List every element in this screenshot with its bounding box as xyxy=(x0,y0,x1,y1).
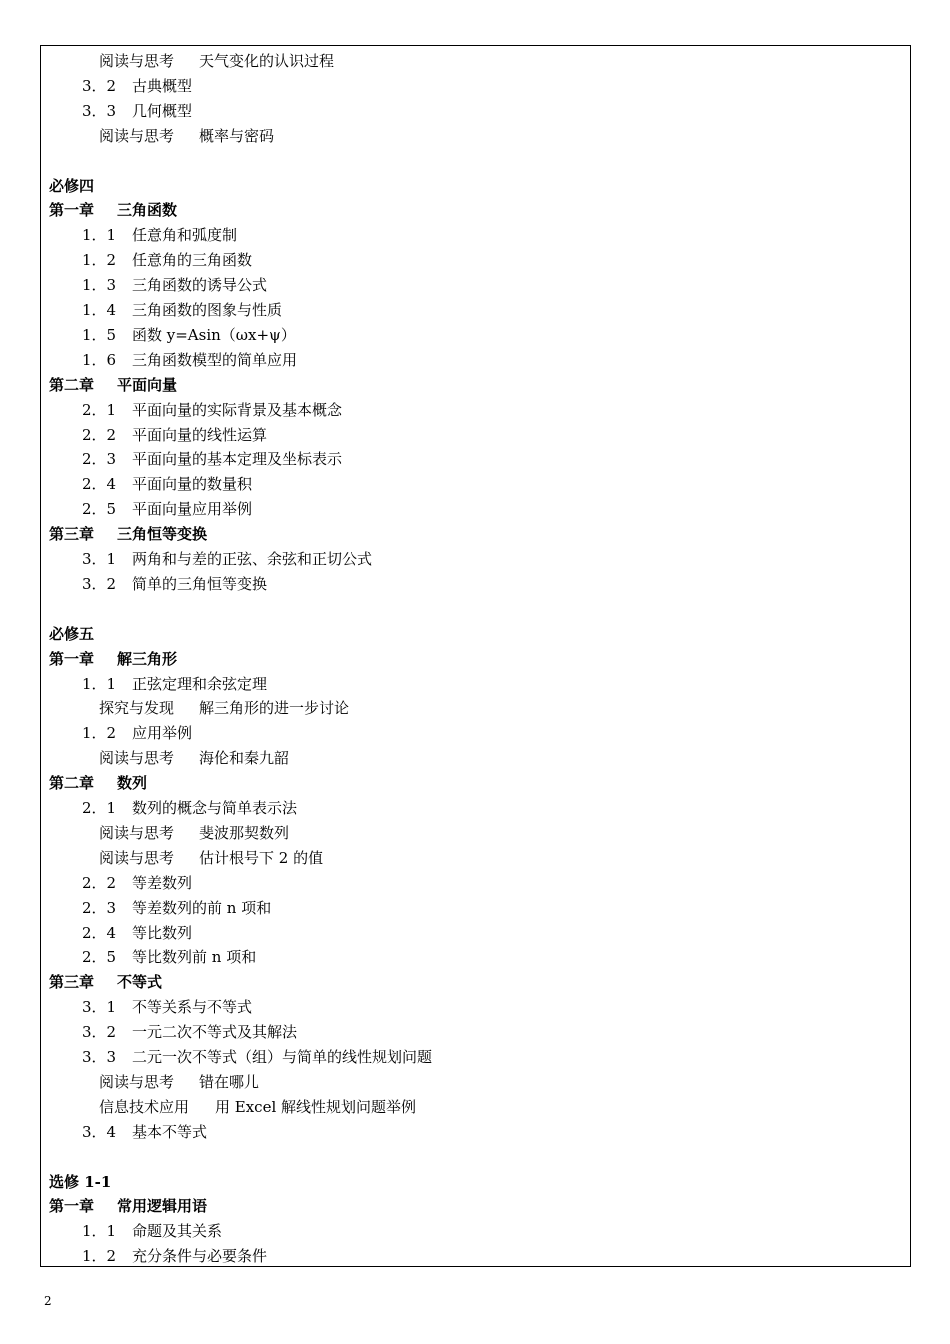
toc-title: 等差数列 xyxy=(132,873,193,892)
toc-title: 不等关系与不等式 xyxy=(132,998,253,1017)
section-item xyxy=(49,273,267,298)
toc-number: 1．3 xyxy=(82,276,117,295)
toc-title: 应用举例 xyxy=(132,724,193,743)
toc-number: 2．2 xyxy=(82,873,117,892)
book-heading xyxy=(49,174,94,199)
toc-title: 错在哪儿 xyxy=(199,1072,260,1091)
toc-title: 平面向量的线性运算 xyxy=(132,425,268,444)
toc-number: 1．2 xyxy=(82,724,117,743)
chapter-heading xyxy=(49,970,162,995)
toc-number: 2．3 xyxy=(82,450,117,469)
toc-title: 概率与密码 xyxy=(199,126,275,145)
toc-number: 2．4 xyxy=(82,923,117,942)
section-item xyxy=(49,572,267,597)
supplementary-item xyxy=(49,846,323,871)
chapter-heading xyxy=(49,771,147,796)
section-item xyxy=(49,298,282,323)
toc-title: 平面向量 xyxy=(117,375,178,394)
toc-title: 等比数列前 n 项和 xyxy=(132,948,257,967)
toc-title: 平面向量应用举例 xyxy=(132,500,253,519)
section-item xyxy=(49,871,192,896)
toc-number: 第二章 xyxy=(49,774,95,793)
toc-number: 第一章 xyxy=(49,649,95,668)
toc-title: 常用逻辑用语 xyxy=(117,1197,208,1216)
toc-title: 几何概型 xyxy=(132,101,193,120)
toc-number: 阅读与思考 xyxy=(99,848,175,867)
toc-number: 1．1 xyxy=(82,674,117,693)
chapter-heading xyxy=(49,373,177,398)
toc-number: 2．1 xyxy=(82,799,117,817)
supplementary-item xyxy=(49,49,334,74)
toc-title: 两角和与差的正弦、余弦和正切公式 xyxy=(132,550,373,568)
section-item xyxy=(49,423,267,448)
section-item xyxy=(49,1244,267,1269)
toc-number: 探究与发现 xyxy=(99,699,175,718)
toc-number: 第一章 xyxy=(49,1197,95,1216)
toc-number: 2．1 xyxy=(82,400,117,419)
toc-title: 一元二次不等式及其解法 xyxy=(132,1023,298,1042)
section-item xyxy=(49,398,342,423)
toc-title: 三角函数模型的简单应用 xyxy=(132,350,298,369)
supplementary-item xyxy=(49,821,289,846)
section-item xyxy=(49,945,256,970)
toc-number: 3．2 xyxy=(82,1023,117,1042)
section-item xyxy=(49,995,252,1020)
supplementary-item xyxy=(49,1095,416,1120)
section-item xyxy=(49,721,192,746)
toc-number: 1．4 xyxy=(82,301,117,319)
toc-number: 1．5 xyxy=(82,325,117,344)
toc-number: 第二章 xyxy=(49,375,95,394)
section-item xyxy=(49,1045,432,1070)
toc-title: 选修 1-1 xyxy=(49,1172,112,1191)
chapter-heading xyxy=(49,198,177,223)
toc-number: 第三章 xyxy=(49,525,95,544)
toc-title: 等比数列 xyxy=(132,923,193,942)
toc-number: 第一章 xyxy=(49,201,95,220)
toc-number: 3．3 xyxy=(82,1048,117,1066)
toc-number: 阅读与思考 xyxy=(99,749,175,768)
toc-number: 阅读与思考 xyxy=(99,52,175,70)
toc-title: 斐波那契数列 xyxy=(199,823,290,842)
toc-title: 用 Excel 解线性规划问题举例 xyxy=(215,1097,417,1116)
toc-title: 古典概型 xyxy=(132,76,193,95)
section-item xyxy=(49,1020,297,1045)
toc-title: 海伦和秦九韶 xyxy=(199,749,290,768)
section-item xyxy=(49,248,252,273)
supplementary-item xyxy=(49,1070,259,1095)
chapter-heading xyxy=(49,647,177,672)
supplementary-item xyxy=(49,124,274,149)
toc-title: 任意角的三角函数 xyxy=(132,251,253,270)
toc-number: 2．3 xyxy=(82,898,117,917)
supplementary-item xyxy=(49,696,349,721)
section-item xyxy=(49,896,271,921)
toc-title: 必修五 xyxy=(49,624,95,643)
section-item xyxy=(49,547,372,572)
section-item xyxy=(49,99,192,124)
toc-number: 2．5 xyxy=(82,500,117,519)
section-item xyxy=(49,472,252,497)
section-item xyxy=(49,447,342,472)
toc-number: 阅读与思考 xyxy=(99,126,175,145)
toc-title: 平面向量的数量积 xyxy=(132,475,253,494)
toc-title: 三角函数 xyxy=(117,201,178,220)
toc-title: 解三角形的进一步讨论 xyxy=(199,699,350,718)
section-item xyxy=(49,323,296,348)
toc-number: 信息技术应用 xyxy=(99,1097,190,1116)
toc-title: 三角函数的图象与性质 xyxy=(132,301,283,319)
toc-title: 充分条件与必要条件 xyxy=(132,1247,268,1266)
toc-number: 3．1 xyxy=(82,550,117,568)
toc-title: 估计根号下 2 的值 xyxy=(199,848,324,867)
section-item xyxy=(49,1120,207,1145)
toc-title: 平面向量的实际背景及基本概念 xyxy=(132,400,343,419)
toc-title: 三角恒等变换 xyxy=(117,525,208,544)
toc-number: 3．2 xyxy=(82,76,117,95)
toc-number: 2．4 xyxy=(82,475,117,494)
toc-title: 函数 y=Asin（ωx+ψ） xyxy=(132,325,296,344)
chapter-heading xyxy=(49,1194,207,1219)
toc-number: 3．1 xyxy=(82,998,117,1017)
toc-title: 二元一次不等式（组）与简单的线性规划问题 xyxy=(132,1048,433,1066)
toc-title: 命题及其关系 xyxy=(132,1222,223,1241)
section-item xyxy=(49,223,237,248)
toc-number: 阅读与思考 xyxy=(99,1072,175,1091)
section-item xyxy=(49,74,192,99)
toc-number: 2．2 xyxy=(82,425,117,444)
toc-title: 天气变化的认识过程 xyxy=(199,52,335,70)
toc-title: 不等式 xyxy=(117,973,163,992)
toc-title: 必修四 xyxy=(49,176,95,195)
toc-title: 平面向量的基本定理及坐标表示 xyxy=(132,450,343,469)
toc-number: 1．1 xyxy=(82,226,117,245)
toc-title: 数列 xyxy=(117,774,148,793)
section-item xyxy=(49,497,252,522)
toc-number: 2．5 xyxy=(82,948,117,967)
toc-title: 任意角和弧度制 xyxy=(132,226,238,245)
section-item xyxy=(49,672,267,697)
toc-number: 第三章 xyxy=(49,973,95,992)
toc-title: 数列的概念与简单表示法 xyxy=(132,799,298,817)
book-heading xyxy=(49,622,94,647)
chapter-heading xyxy=(49,522,207,547)
toc-title: 解三角形 xyxy=(117,649,178,668)
toc-number: 3．2 xyxy=(82,574,117,593)
section-item xyxy=(49,1219,222,1244)
toc-number: 1．6 xyxy=(82,350,117,369)
book-heading xyxy=(49,1170,111,1195)
toc-title: 基本不等式 xyxy=(132,1122,208,1141)
supplementary-item xyxy=(49,746,289,771)
toc-title: 三角函数的诱导公式 xyxy=(132,276,268,295)
toc-number: 1．2 xyxy=(82,1247,117,1266)
toc-title: 等差数列的前 n 项和 xyxy=(132,898,272,917)
toc-number: 1．1 xyxy=(82,1222,117,1241)
toc-number: 3．4 xyxy=(82,1122,117,1141)
toc-title: 简单的三角恒等变换 xyxy=(132,574,268,593)
toc-frame xyxy=(40,45,911,1267)
section-item xyxy=(49,796,297,821)
toc-number: 3．3 xyxy=(82,101,117,120)
section-item xyxy=(49,348,297,373)
toc-number: 阅读与思考 xyxy=(99,823,175,842)
section-item xyxy=(49,921,192,946)
page-number: 2 xyxy=(44,1294,52,1308)
toc-number: 1．2 xyxy=(82,251,117,270)
toc-title: 正弦定理和余弦定理 xyxy=(132,674,268,693)
